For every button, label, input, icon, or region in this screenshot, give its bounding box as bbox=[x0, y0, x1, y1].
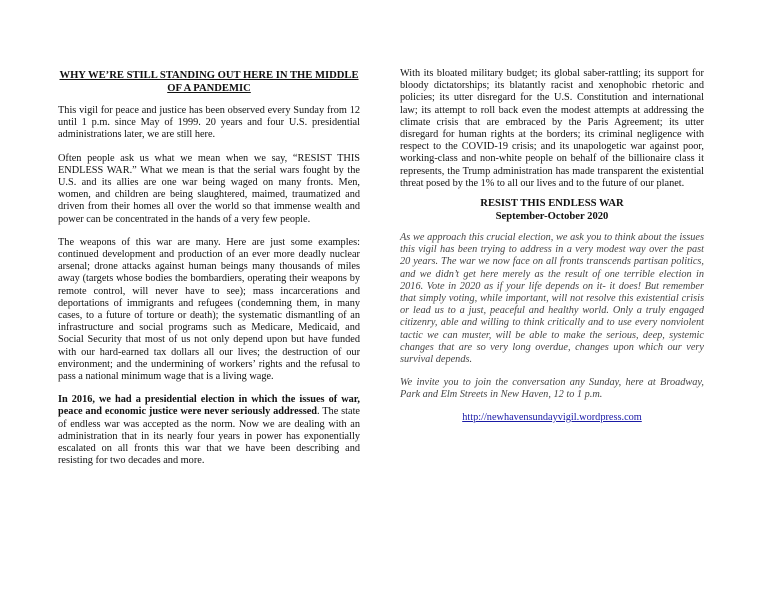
paragraph-2016-election bbox=[58, 394, 360, 467]
section-heading: RESIST THIS ENDLESS WAR bbox=[480, 198, 624, 210]
paragraph-administration: With its bloated military budget; its global saber-rattling; its support for bloody dictatorships; its blatantly racist and xenophobic rhetoric and policies; its utter disregard for the U.S. Constitution and international law; its attempt to roll back even the modest attempts at addressing the climate crisis that are embraced by the Paris Agreement; its utter disregard for human rights at the borders; its criminal negligence with respect to the COVID-19 crisis; and its unapologetic war against poor, working-class and non-white people on behalf of the billionaire class it represents, the Trump administration has made transparent the existential threat posed by the 1% to all our lives and to the future of our planet. bbox=[400, 68, 704, 189]
section-subheading-date: September-October 2020 bbox=[495, 210, 609, 222]
paragraph-weapons: The weapons of this war are many. Here are just some examples: continued development and production of an ever more deadly nuclear arsenal; drone attacks against human beings many thousands of miles away (targets whose bodies the bombardiers, operating their weapons by remote control, will never have to see); mass incarcerations and deportations of immigrants and refugees (condemning them, in many cases, to a future of torture or death); the systematic dismantling of an infrastructure and social programs such as Medicare, Medicaid, and Social Security that most of us not only depend upon but have funded with our hard-earned tax dollars all our lives; the destruction of our environment; and the undermining of workers’ rights and the refusal to pass a national minimum wage that is a living wage. bbox=[58, 236, 360, 383]
paragraph-vigil-intro: This vigil for peace and justice has been observed every Sunday from 12 until 1 p.m. since May of 1999. 20 years and four U.S. presidential administrations later, we are still here. bbox=[58, 105, 360, 141]
right-column bbox=[400, 68, 704, 424]
page-title: WHY WE’RE STILL STANDING OUT HERE IN THE MIDDLE OF A PANDEMIC bbox=[59, 70, 359, 94]
left-column bbox=[58, 70, 360, 467]
paragraph-invitation: We invite you to join the conversation any Sunday, here at Broadway, Park and Elm Streets in New Haven, 12 to 1 p.m. bbox=[400, 377, 704, 401]
paragraph-resist-meaning: Often people ask us what we mean when we say, “RESIST THIS ENDLESS WAR.” What we mean is that the serial wars fought by the U.S. and its allies are one war being waged on many fronts. Men, women, and children are being slaughtered, maimed, traumatized and driven from their homes all over the world so that immense wealth and power can be concentrated in the hands of a very few people. bbox=[58, 152, 360, 225]
website-link[interactable]: http://newhavensundayvigil.wordpress.com bbox=[462, 411, 642, 423]
bold-statement: In 2016, we had a presidential election in which the issues of war, peace and economic justice were never seriously addressed bbox=[58, 394, 360, 418]
paragraph-election-appeal: As we approach this crucial election, we ask you to think about the issues this vigil has been trying to address in a very modest way over the past 20 years. The war we now face on all fronts transcends partisan politics, and we didn’t get here merely as the result of one terrible election in 2016. Vote in 2020 as if your life depends on it- it does! But remember that simply voting, while important, will not resolve this existential crisis or lead us to a just, peaceful and healthy world. Only a truly engaged citizenry, able and willing to think critically and to use every nonviolent tactic we can muster, will be able to make the serious, deep, systemic changes that are so very long overdue, changes upon which our very survival depends. bbox=[400, 232, 704, 366]
paragraph-2016-rest: . The state of endless war was accepted as the norm. Now we are dealing with an administration that in its nearly four years in power has exponentially escalated on all fronts this war that we have been describing and resisting for two decades and more. bbox=[58, 406, 360, 467]
